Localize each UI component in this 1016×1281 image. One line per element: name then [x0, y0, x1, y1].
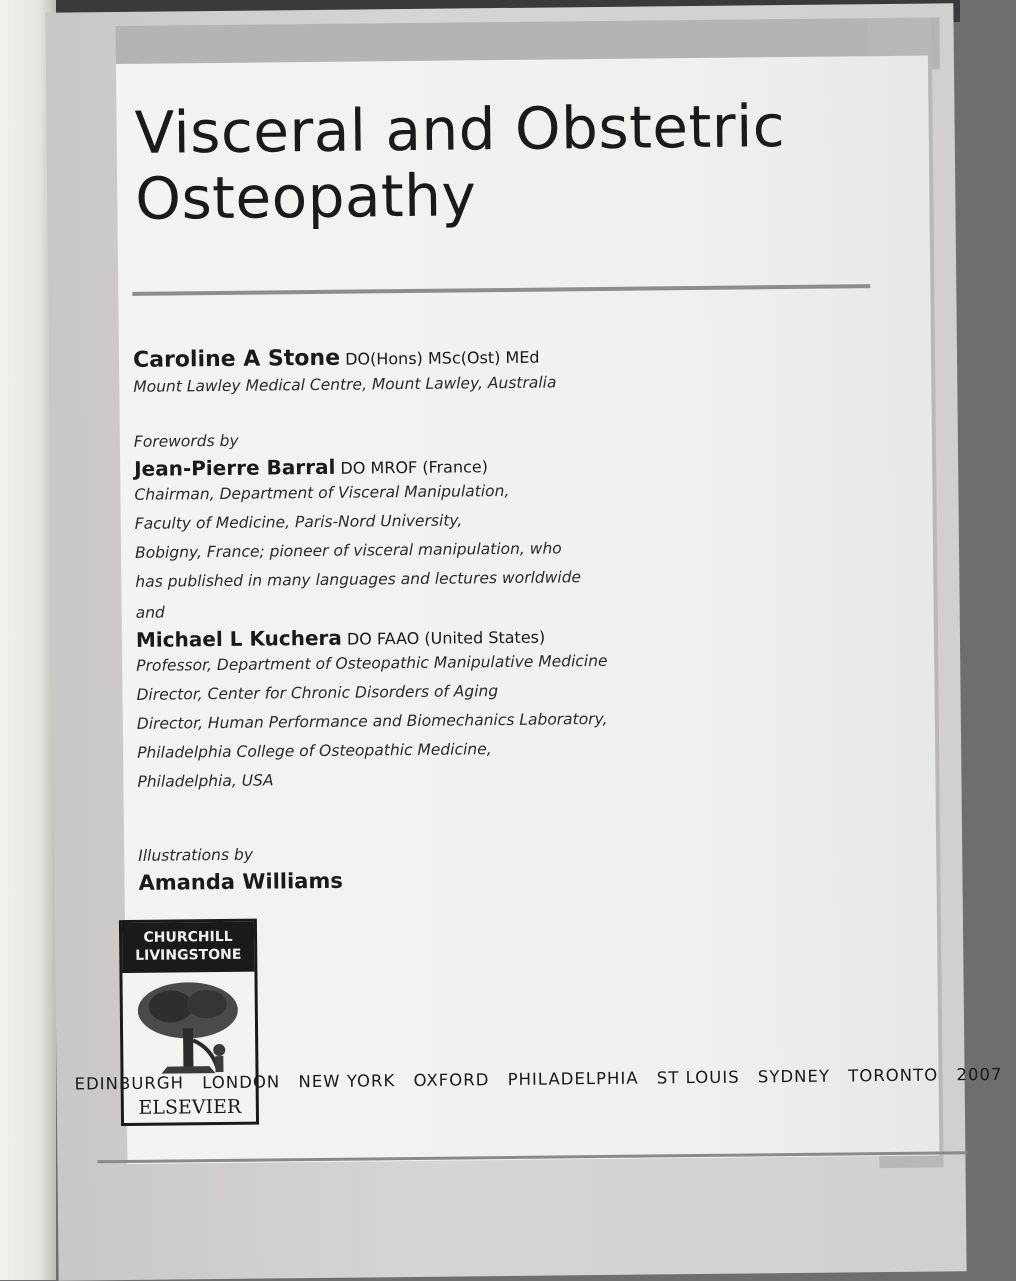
city: SYDNEY: [757, 1066, 831, 1087]
title-page: [45, 3, 1003, 1280]
foreword-author-2-line: Philadelphia College of Osteopathic Medicine,: [137, 740, 492, 762]
foreword-author-1-credentials: DO MROF (France): [340, 457, 489, 478]
city: NEW YORK: [298, 1071, 396, 1092]
imprint-line1: CHURCHILL: [143, 928, 233, 946]
publisher-logo: [119, 919, 259, 1126]
title-divider: [132, 284, 870, 296]
author-affiliation: Mount Lawley Medical Centre, Mount Lawley, Australia: [133, 373, 557, 396]
city: ST LOUIS: [656, 1067, 740, 1088]
foreword-author-2-line: Director, Human Performance and Biomechanics Laboratory,: [136, 709, 608, 733]
foreword-author-1-line: Chairman, Department of Visceral Manipulation,: [134, 481, 510, 504]
book-title-line1: Visceral and Obstetric: [134, 92, 786, 167]
imprint-label: [122, 922, 255, 973]
city: OXFORD: [413, 1070, 490, 1090]
city: TORONTO: [848, 1065, 939, 1086]
city: PHILADELPHIA: [507, 1068, 639, 1090]
author-name: Caroline A Stone: [132, 345, 341, 373]
foreword-author-2-line: Philadelphia, USA: [137, 771, 274, 791]
foreword-author-2-credentials: DO FAAO (United States): [346, 627, 546, 649]
foreword-author-2-name: Michael L Kuchera: [135, 625, 342, 652]
author-block: [133, 341, 834, 402]
forewords-block: [134, 421, 838, 797]
forewords-and: and: [135, 603, 165, 622]
foreword-author-1-line: has published in many languages and lectures worldwide: [135, 568, 582, 591]
illustrations-label: Illustrations by: [138, 845, 254, 865]
book-title-line2: Osteopathy: [134, 161, 477, 233]
publication-year: 2007: [956, 1064, 1003, 1085]
elsevier-tree-icon: [131, 978, 246, 1079]
forewords-label: Forewords by: [133, 431, 239, 451]
city: LONDON: [202, 1072, 281, 1093]
illustrations-block: [138, 835, 839, 895]
imprint-line2: LIVINGSTONE: [135, 946, 242, 964]
foreword-author-1-name: Jean-Pierre Barral: [134, 454, 336, 481]
foreword-author-2-line: Professor, Department of Osteopathic Manipulative Medicine: [136, 651, 608, 675]
foreword-author-1-line: Bobigny, France; pioneer of visceral manipulation, who: [134, 539, 562, 562]
illustrator-name: Amanda Williams: [138, 868, 343, 895]
publisher-brand: ELSEVIER: [138, 1095, 242, 1119]
foreword-author-2-line: Director, Center for Chronic Disorders of Aging: [136, 682, 499, 704]
city: EDINBURGH: [74, 1073, 185, 1094]
author-credentials: DO(Hons) MSc(Ost) MEd: [345, 347, 540, 369]
book-title: [134, 92, 915, 232]
foreword-author-1-line: Faculty of Medicine, Paris-Nord University,: [134, 511, 463, 533]
